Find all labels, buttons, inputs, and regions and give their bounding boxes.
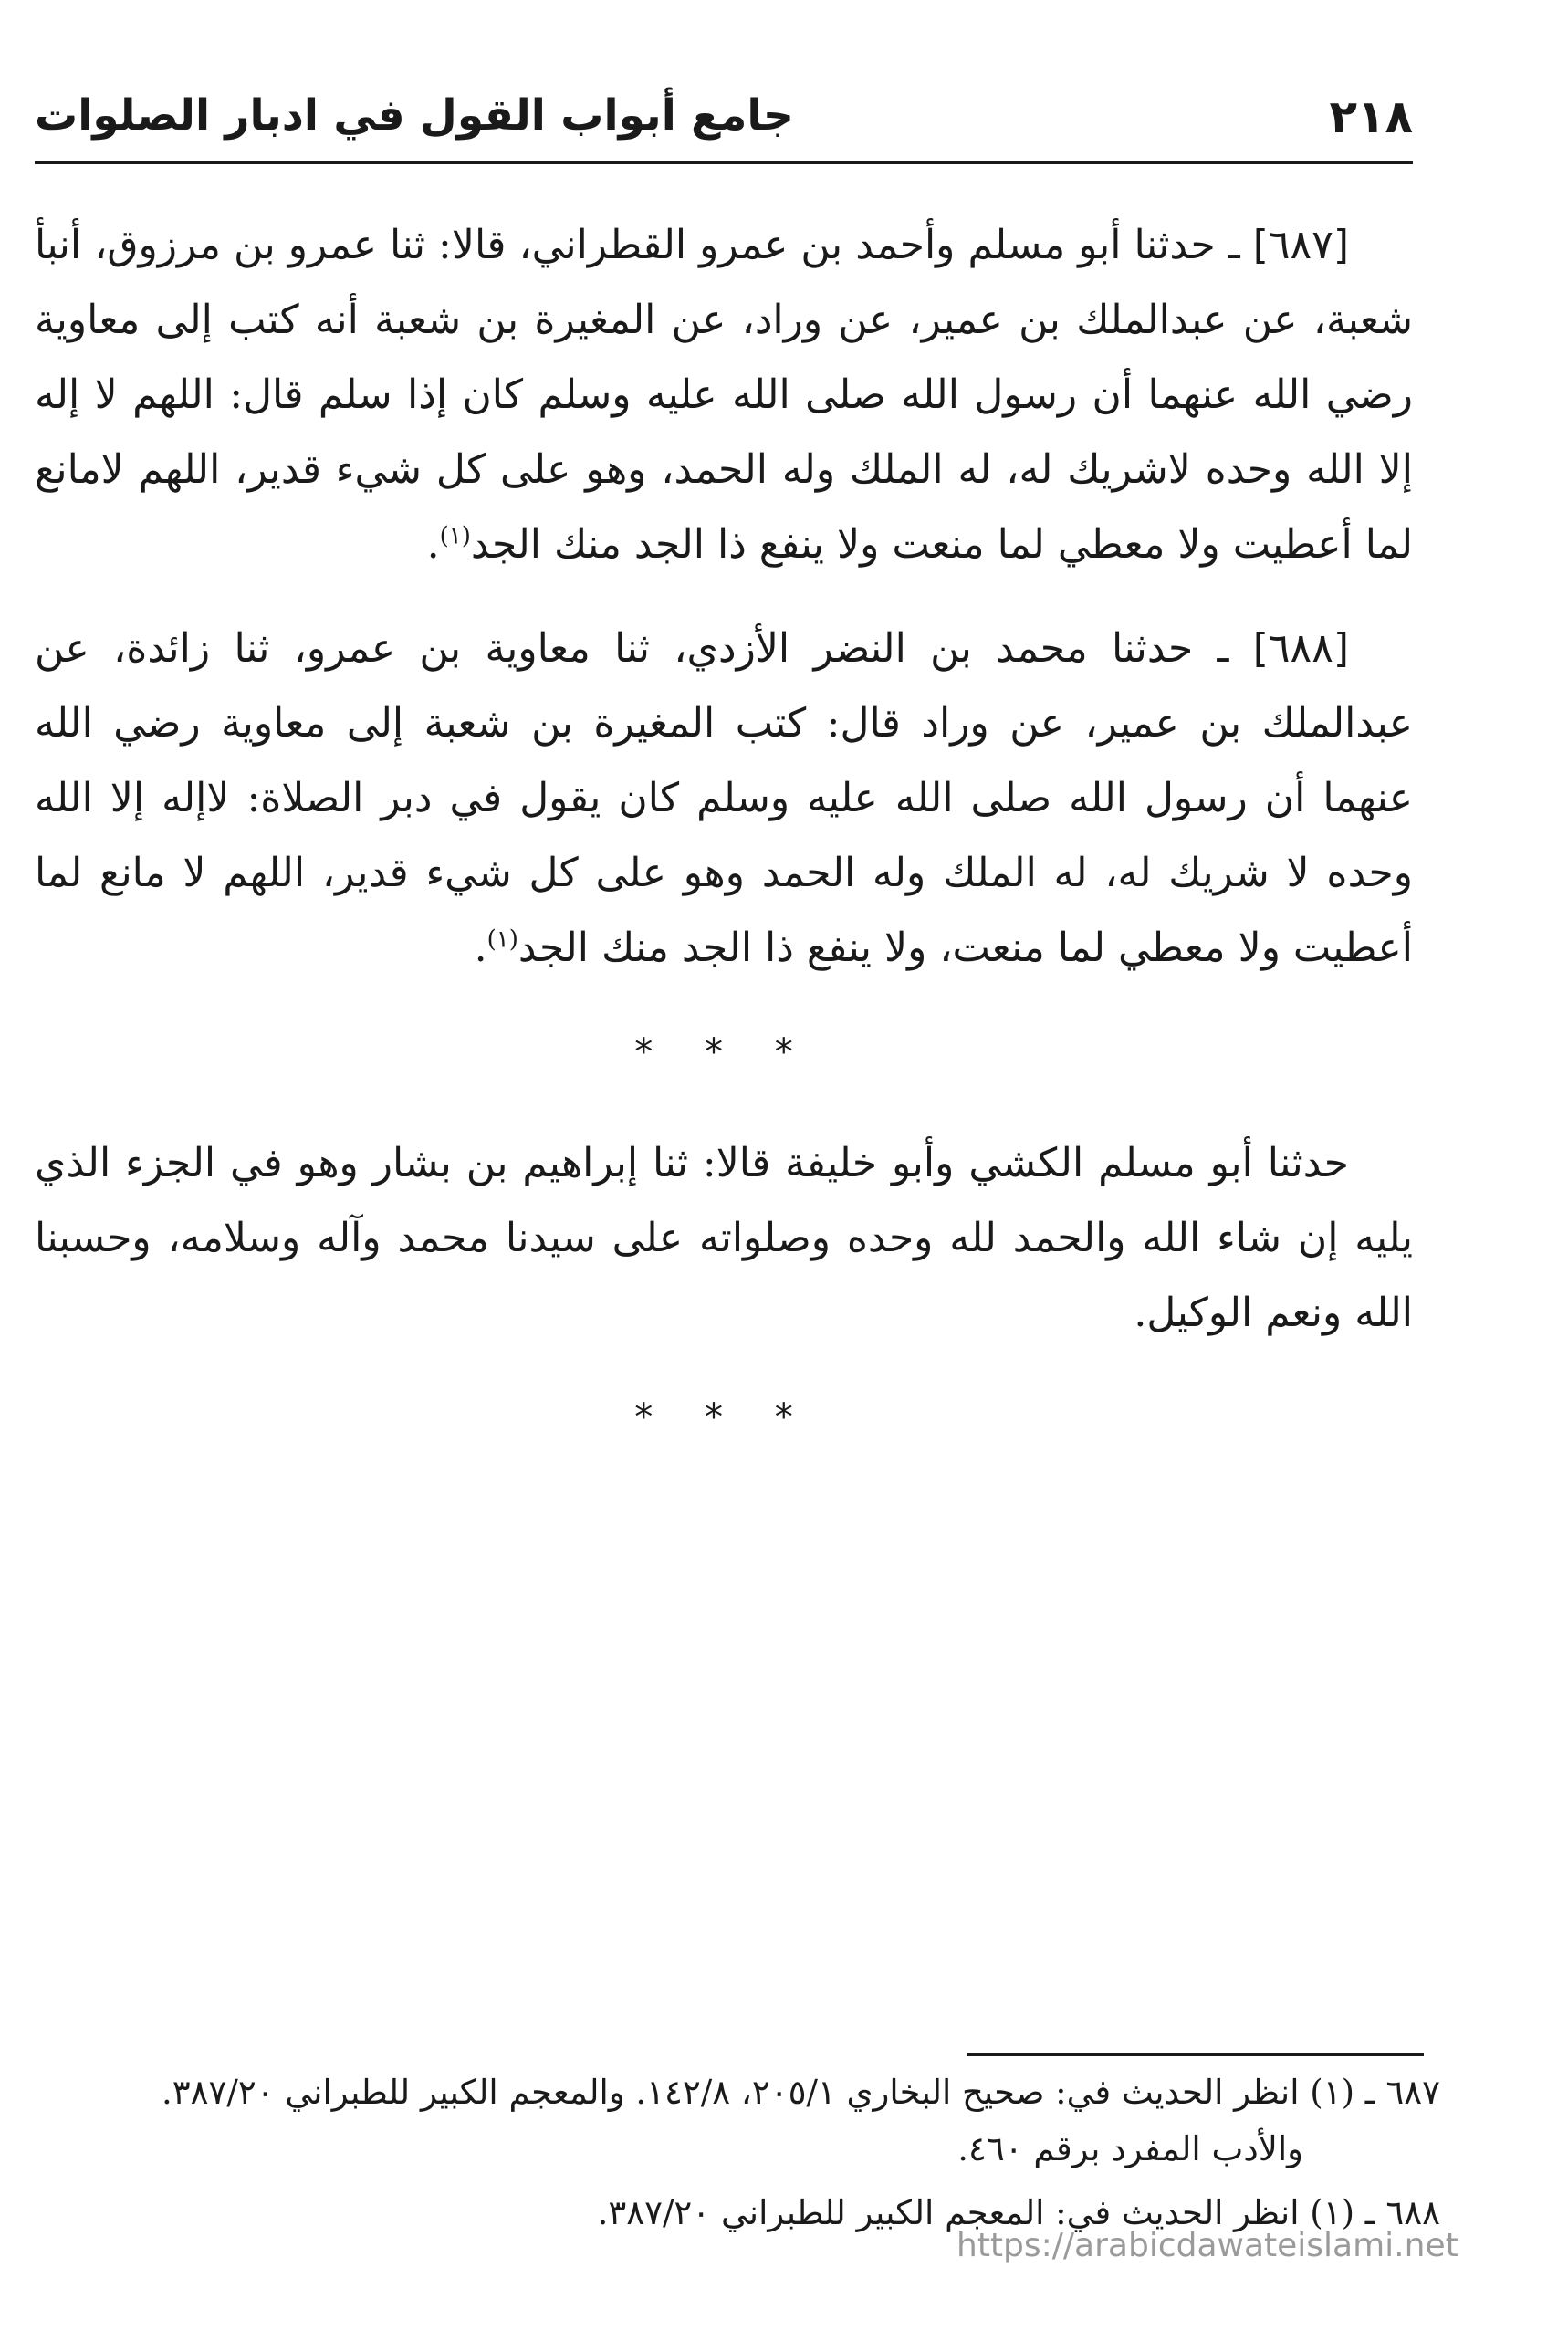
hadith-number: [٦٨٧] — [1252, 222, 1349, 268]
footnote-687-line: ٦٨٧ ـ (١) انظر الحديث في: صحيح البخاري ٢٠٥/١، ١٤٢/٨. والمعجم الكبير للطبراني ٣٨٧/٢٠. — [161, 2073, 1440, 2112]
footnote-ref[interactable]: (١) — [439, 522, 471, 550]
hadith-687 — [35, 208, 1413, 582]
sentence-end: . — [426, 521, 440, 568]
hadith-688 — [35, 611, 1413, 986]
footnote-rule — [967, 2053, 1424, 2056]
sentence-end: . — [474, 925, 487, 971]
page-body — [35, 208, 1413, 1491]
page-header — [35, 87, 1413, 160]
hadith-text: ـ حدثنا أبو مسلم وأحمد بن عمرو القطراني، قالا: ثنا عمرو بن مرزوق، أنبأ شعبة، عن عبدالملك بن عمير، عن وراد، عن المغيرة بن شعبة أنه كتب إلى معاوية رضي الله عنهما أن رسول الله صلى الله عليه وسلم كان إذا سلم قال: اللهم لا إله إلا الله وحده لاشريك له، له الملك وله الحمد، وهو على كل شيء قدير، اللهم لامانع لما أعطيت ولا معطي لما منعت ولا ينفع ذا الجد منك الجد — [35, 222, 1413, 568]
footnote-687 — [35, 2064, 1440, 2178]
hadith-text: ـ حدثنا محمد بن النضر الأزدي، ثنا معاوية بن عمرو، ثنا زائدة، عن عبدالملك بن عمير، عن وراد قال: كتب المغيرة بن شعبة إلى معاوية رضي الله عنهما أن رسول الله صلى الله عليه وسلم كان يقول في دبر الصلاة: لاإله إلا الله وحده لا شريك له، له الملك وله الحمد وهو على كل شيء قدير، اللهم لا مانع لما أعطيت ولا معطي لما منعت، ولا ينفع ذا الجد منك الجد — [35, 625, 1413, 971]
header-rule — [35, 161, 1413, 164]
page-number: ٢١٨ — [1329, 90, 1413, 143]
footnote-ref[interactable]: (١) — [486, 925, 518, 954]
footnotes — [35, 2064, 1440, 2249]
closing-paragraph: حدثنا أبو مسلم الكشي وأبو خليفة قالا: ثنا إبراهيم بن بشار وهو في الجزء الذي يليه إن شاء الله والحمد لله وحده وصلواته على سيدنا محمد وآله وسلامه، وحسبنا الله ونعم الوكيل. — [35, 1140, 1413, 1336]
footnote-687-continuation: والأدب المفرد برقم ٤٦٠. — [957, 2129, 1303, 2168]
watermark-url: https://arabicdawateislami.net — [956, 2227, 1458, 2264]
running-title: جامع أبواب القول في ادبار الصلوات — [35, 90, 794, 141]
section-separator: * * * — [634, 1031, 813, 1073]
hadith-number: [٦٨٨] — [1252, 625, 1349, 672]
footnote-688: ٦٨٨ ـ (١) انظر الحديث في: المعجم الكبير للطبراني ٣٨٧/٢٠. — [597, 2193, 1440, 2232]
end-separator: * * * — [634, 1396, 813, 1438]
